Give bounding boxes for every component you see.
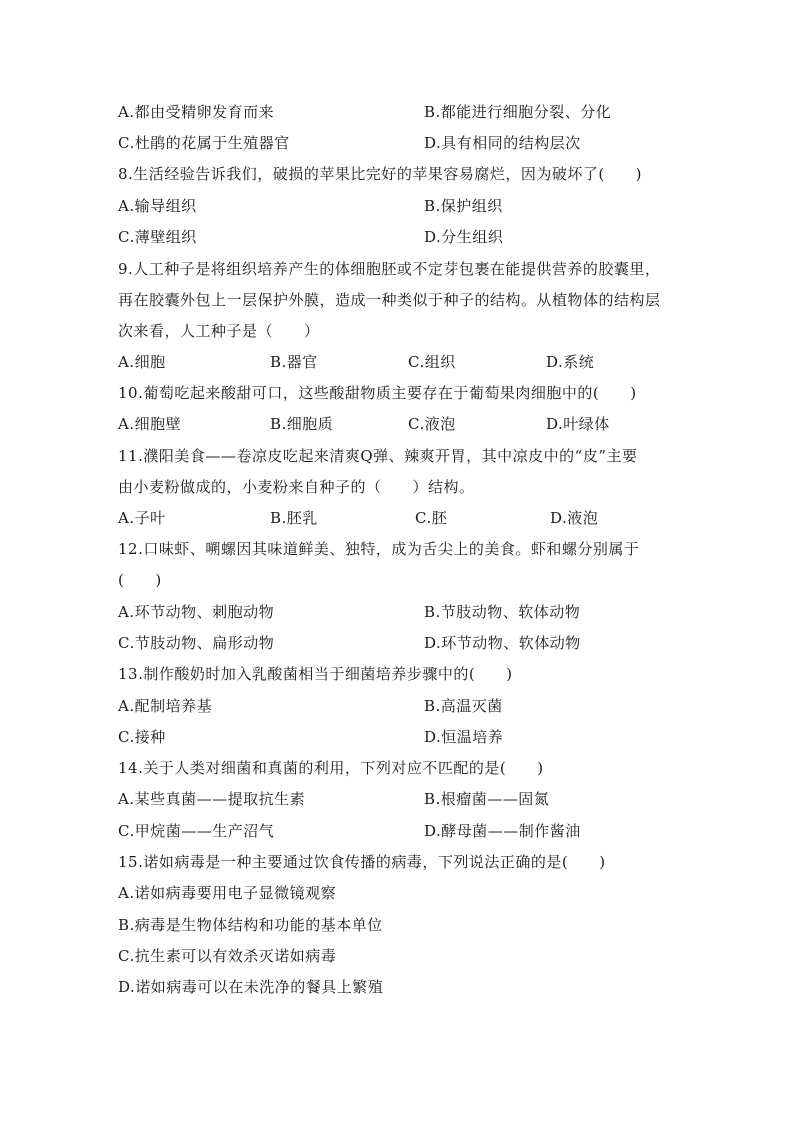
q8-options-row-1 [118, 196, 718, 216]
q14-option-b: B.根瘤菌——固氮 [424, 790, 550, 808]
q13-option-c: C.接种 [118, 728, 166, 746]
q8-options-row-2 [118, 227, 718, 247]
q9-options-row [118, 352, 718, 372]
q9-option-a: A.细胞 [118, 353, 166, 371]
q9-option-c: C.组织 [408, 353, 456, 371]
q8-option-a: A.输导组织 [118, 197, 197, 215]
q11-option-c: C.胚 [415, 509, 448, 527]
q12-option-b: B.节肢动物、软体动物 [424, 603, 581, 621]
q12-option-d: D.环节动物、软体动物 [424, 634, 581, 652]
q13-option-a: A.配制培养基 [118, 697, 213, 715]
q14-option-a: A.某些真菌——提取抗生素 [118, 790, 306, 808]
q13-stem: 13.制作酸奶时加入乳酸菌相当于细菌培养步骤中的( ) [118, 665, 513, 683]
q9-option-d: D.系统 [546, 353, 595, 371]
q7-options-row-1 [118, 102, 718, 122]
q11-stem-line-1: 11.濮阳美食——卷凉皮吃起来清爽Q弹、辣爽开胃，其中凉皮中的“皮”主要 [118, 447, 638, 465]
q13-option-d: D.恒温培养 [424, 728, 504, 746]
q14-option-d: D.酵母菌——制作酱油 [424, 822, 581, 840]
q12-options-row-1 [118, 602, 718, 622]
q8-option-c: C.薄壁组织 [118, 228, 197, 246]
q12-option-c: C.节肢动物、扁形动物 [118, 634, 275, 652]
q12-stem-line-1: 12.口味虾、嗍螺因其味道鲜美、独特，成为舌尖上的美食。虾和螺分别属于 [118, 540, 640, 558]
q9-stem-line-3: 次来看，人工种子是（ ） [118, 322, 320, 340]
q8-option-b: B.保护组织 [424, 197, 503, 215]
q13-option-b: B.高温灭菌 [424, 697, 503, 715]
q14-options-row-2 [118, 821, 718, 841]
q9-stem-line-2: 再在胶囊外包上一层保护外膜，造成一种类似于种子的结构。从植物体的结构层 [118, 291, 661, 309]
q11-option-a: A.子叶 [118, 509, 166, 527]
q15-option-a: A.诺如病毒要用电子显微镜观察 [118, 884, 337, 902]
q8-stem: 8.生活经验告诉我们，破损的苹果比完好的苹果容易腐烂，因为破坏了( ) [118, 165, 643, 183]
q14-option-c: C.甲烷菌——生产沼气 [118, 822, 275, 840]
q13-options-row-1 [118, 696, 718, 716]
q10-stem: 10.葡萄吃起来酸甜可口，这些酸甜物质主要存在于葡萄果肉细胞中的( ) [118, 384, 637, 402]
q14-stem: 14.关于人类对细菌和真菌的利用，下列对应不匹配的是( ) [118, 759, 544, 777]
q11-option-d: D.液泡 [550, 509, 599, 527]
q10-option-b: B.细胞质 [270, 415, 334, 433]
q12-option-a: A.环节动物、刺胞动物 [118, 603, 275, 621]
q8-option-d: D.分生组织 [424, 228, 504, 246]
q9-stem-line-1: 9.人工种子是将组织培养产生的体细胞胚或不定芽包裹在能提供营养的胶囊里， [118, 260, 661, 278]
q7-option-c: C.杜鹃的花属于生殖器官 [118, 134, 290, 152]
q15-option-b: B.病毒是生物体结构和功能的基本单位 [118, 916, 383, 934]
q11-option-b: B.胚乳 [270, 509, 318, 527]
q10-option-d: D.叶绿体 [546, 415, 610, 433]
q12-options-row-2 [118, 633, 718, 653]
q7-options-row-2 [118, 133, 718, 153]
q14-options-row-1 [118, 789, 718, 809]
q11-options-row [118, 508, 718, 528]
q12-stem-line-2: ( ) [118, 571, 162, 589]
q7-option-b: B.都能进行细胞分裂、分化 [424, 103, 612, 121]
q10-options-row [118, 414, 718, 434]
q7-option-a: A.都由受精卵发育而来 [118, 103, 275, 121]
q10-option-c: C.液泡 [408, 415, 456, 433]
q13-options-row-2 [118, 727, 718, 747]
q15-option-d: D.诺如病毒可以在未洗净的餐具上繁殖 [118, 978, 384, 996]
q9-option-b: B.器官 [270, 353, 318, 371]
q15-option-c: C.抗生素可以有效杀灭诺如病毒 [118, 947, 337, 965]
q15-stem: 15.诺如病毒是一种主要通过饮食传播的病毒，下列说法正确的是( ) [118, 853, 606, 871]
q10-option-a: A.细胞壁 [118, 415, 182, 433]
q11-stem-line-2: 由小麦粉做成的，小麦粉来自种子的（ ）结构。 [118, 478, 475, 496]
q7-option-d: D.具有相同的结构层次 [424, 134, 581, 152]
